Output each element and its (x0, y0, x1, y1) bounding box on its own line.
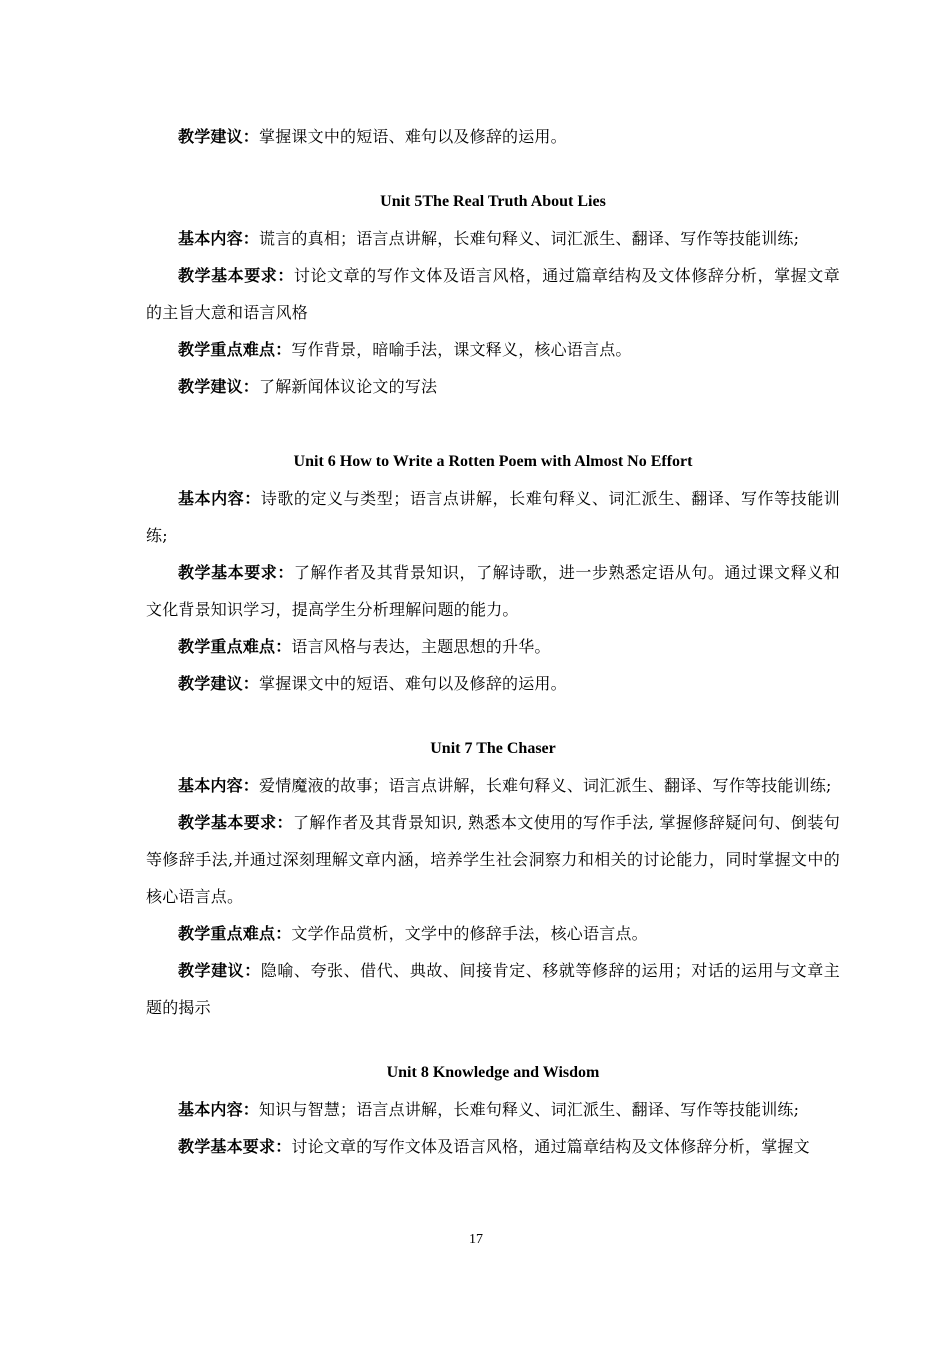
top-suggestion (146, 118, 840, 155)
unit-8-basic-req-text: 讨论文章的写作文体及语言风格，通过篇章结构及文体修辞分析，掌握文 (291, 1137, 810, 1156)
key-points-label: 教学重点难点： (178, 637, 292, 656)
unit-7-basic-req-text: 了解作者及其背景知识, 熟悉本文使用的写作手法, 掌握修辞疑问句、倒装句等修辞手法,并通过深刻理解文章内涵，培养学生社会洞察力和相关的讨论能力，同时掌握文中的核心语言点。 (146, 813, 840, 906)
unit-5-key-points (146, 331, 840, 368)
basic-req-label: 教学基本要求： (178, 813, 293, 832)
unit-5-suggestion-text: 了解新闻体议论文的写法 (259, 377, 438, 396)
unit-6-basic-req (146, 554, 840, 628)
unit-5-basic-req (146, 257, 840, 331)
unit-7-key-points (146, 915, 840, 952)
unit-8-title: Unit 8 Knowledge and Wisdom (386, 1064, 600, 1081)
unit-7-suggestion (146, 952, 840, 1026)
unit-7-basic-req (146, 804, 840, 915)
unit-6-basic-content-text: 诗歌的定义与类型；语言点讲解，长难句释义、词汇派生、翻译、写作等技能训练; (146, 489, 840, 545)
unit-8-basic-content-text: 知识与智慧；语言点讲解，长难句释义、词汇派生、翻译、写作等技能训练; (259, 1100, 800, 1119)
basic-req-label: 教学基本要求： (178, 563, 294, 582)
unit-7-key-points-text: 文学作品赏析，文学中的修辞手法，核心语言点。 (291, 924, 648, 943)
unit-7-basic-content (146, 767, 840, 804)
basic-content-label: 基本内容： (178, 776, 260, 795)
unit-6-suggestion-text: 掌握课文中的短语、难句以及修辞的运用。 (259, 674, 567, 693)
unit-5-basic-req-text: 讨论文章的写作文体及语言风格，通过篇章结构及文体修辞分析，掌握文章的主旨大意和语言风格 (146, 266, 840, 322)
page-content (146, 118, 840, 1165)
key-points-label: 教学重点难点： (178, 924, 292, 943)
unit-5-title: Unit 5The Real Truth About Lies (380, 193, 606, 210)
unit-8-basic-req (146, 1128, 840, 1165)
page-number: 17 (469, 1232, 483, 1247)
unit-5-basic-content-text: 谎言的真相；语言点讲解，长难句释义、词汇派生、翻译、写作等技能训练; (259, 229, 800, 248)
suggestion-label: 教学建议： (178, 377, 260, 396)
basic-req-label: 教学基本要求： (178, 266, 294, 285)
key-points-label: 教学重点难点： (178, 340, 292, 359)
basic-req-label: 教学基本要求： (178, 1137, 292, 1156)
basic-content-label: 基本内容： (178, 1100, 260, 1119)
unit-7-title: Unit 7 The Chaser (430, 740, 556, 757)
unit-5-key-points-text: 写作背景，暗喻手法，课文释义，核心语言点。 (291, 340, 632, 359)
suggestion-label: 教学建议： (178, 961, 261, 980)
unit-6-basic-content (146, 480, 840, 554)
unit-5-suggestion (146, 368, 840, 405)
unit-8-basic-content (146, 1091, 840, 1128)
unit-6-title: Unit 6 How to Write a Rotten Poem with Almost No Effort (293, 453, 693, 470)
unit-6-suggestion (146, 665, 840, 702)
unit-7-suggestion-text: 隐喻、夸张、借代、典故、间接肯定、移就等修辞的运用；对话的运用与文章主题的揭示 (146, 961, 840, 1017)
unit-5-basic-content (146, 220, 840, 257)
unit-6-key-points (146, 628, 840, 665)
unit-7-basic-content-text: 爱情魔液的故事；语言点讲解，长难句释义、词汇派生、翻译、写作等技能训练; (259, 776, 832, 795)
unit-6-key-points-text: 语言风格与表达，主题思想的升华。 (291, 637, 551, 656)
top-suggestion-text: 掌握课文中的短语、难句以及修辞的运用。 (259, 127, 567, 146)
suggestion-label: 教学建议： (178, 674, 260, 693)
suggestion-label: 教学建议： (178, 127, 260, 146)
unit-6-basic-req-text: 了解作者及其背景知识，了解诗歌，进一步熟悉定语从句。通过课文释义和文化背景知识学习，提高学生分析理解问题的能力。 (146, 563, 840, 619)
basic-content-label: 基本内容： (178, 489, 261, 508)
basic-content-label: 基本内容： (178, 229, 260, 248)
